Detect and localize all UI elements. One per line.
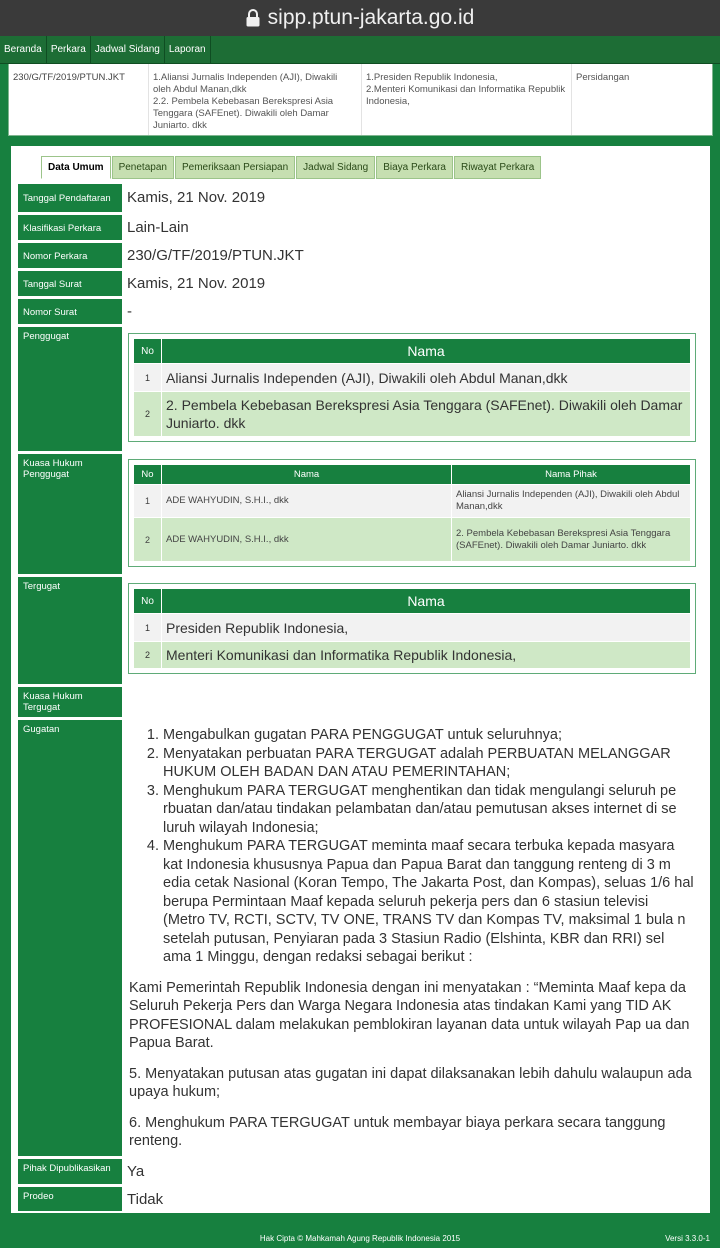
gugatan-paragraph: 6. Menghukum PARA TERGUGAT untuk membayar biaya perkara secara tanggung renteng. <box>129 1114 666 1149</box>
field-tanggal-surat <box>18 271 706 296</box>
detail-tabs <box>41 156 542 179</box>
summary-nomor: 230/G/TF/2019/PTUN.JKT <box>9 64 149 135</box>
case-summary-row <box>8 64 713 136</box>
gugatan-item: 3. Menghukum PARA TERGUGAT menghentikan dan tidak mengulangi seluruh pe rbuatan dan/atau tindakan pelambatan dan/atau pemutusan akses internet di se luruh wilayah Indonesia; <box>163 782 694 838</box>
column-header-nama-pihak: Nama Pihak <box>452 465 691 485</box>
field-value: Tidak <box>127 1191 164 1208</box>
summary-tergugat: 1.Presiden Republik Indonesia, 2.Menteri Komunikasi dan Informatika Republik Indonesia, <box>362 64 572 135</box>
table-row <box>134 485 691 518</box>
footer-version: Versi 3.3.0-1 <box>665 1234 710 1243</box>
url-text: sipp.ptun-jakarta.go.id <box>267 6 475 29</box>
nav-beranda[interactable]: Beranda <box>0 36 47 63</box>
field-label: Pihak Dipublikasikan <box>18 1159 122 1184</box>
field-label: Gugatan <box>18 720 122 1156</box>
nav-perkara[interactable]: Perkara <box>47 36 91 63</box>
case-detail-panel <box>8 143 713 1216</box>
top-nav <box>0 36 720 64</box>
gugatan-item: 4. Menghukum PARA TERGUGAT meminta maaf secara terbuka kepada masyara kat Indonesia khususnya Papua dan Papua Barat dan tanggung renteng di 3 m edia cetak Nasional (Koran Tempo, The Jakarta Post, dan Kompas), seluas 1/6 hal berupa Permintaan Maaf kepada seluruh pekerja pers dan 6 stasiun televisi (Metro TV, RCTI, SCTV, TV ONE, TRANS TV dan Kompas TV, maksimal 1 bula n setelah putusan, Penyiaran pada 3 Stasiun Radio (Elshinta, KBR dan RRI) sel ama 1 Minggu, dengan redaksi sebagai berikut : <box>163 837 694 967</box>
table-row <box>134 392 691 437</box>
field-pihak-dipublikasikan <box>18 1159 706 1184</box>
field-value: Kamis, 21 Nov. 2019 <box>127 189 266 206</box>
field-label: Tanggal Pendaftaran <box>18 184 122 212</box>
field-label: Kuasa Hukum Tergugat <box>18 687 122 717</box>
field-klasifikasi <box>18 215 706 240</box>
row-no: 1 <box>134 485 162 518</box>
table-row <box>134 364 691 392</box>
column-header-no: No <box>134 339 162 364</box>
field-tanggal-pendaftaran <box>18 184 706 212</box>
kuasa-hukum-table <box>128 459 696 567</box>
browser-url-bar[interactable] <box>0 0 720 36</box>
footer-copyright: Hak Cipta © Mahkamah Agung Republik Indonesia 2015 <box>259 1234 461 1243</box>
gugatan-paragraph: Kami Pemerintah Republik Indonesia dengan ini menyatakan : “Meminta Maaf kepa da Seluruh Pekerja Pers dan Warga Negara Indonesia atas tindakan Kami yang TID AK PROFESIONAL dalam melakukan pemblokiran layanan data untuk wilayah Pap ua dan Papua Barat. <box>129 979 690 1051</box>
row-nama: ADE WAHYUDIN, S.H.I., dkk <box>162 485 452 518</box>
field-kuasa-hukum-tergugat <box>18 687 706 717</box>
row-nama-pihak: Aliansi Jurnalis Independen (AJI), Diwakili oleh Abdul Manan,dkk <box>452 485 691 518</box>
tab-data-umum[interactable]: Data Umum <box>41 156 111 179</box>
field-label: Tanggal Surat <box>18 271 122 296</box>
field-value: 230/G/TF/2019/PTUN.JKT <box>127 247 304 264</box>
tergugat-table <box>128 583 696 674</box>
field-value: Ya <box>127 1163 145 1180</box>
field-value: - <box>127 303 132 320</box>
column-header-nama: Nama <box>162 465 452 485</box>
column-header-no: No <box>134 589 162 614</box>
gugatan-item: 1. Mengabulkan gugatan PARA PENGGUGAT untuk seluruhnya; <box>163 726 694 745</box>
gugatan-text <box>129 720 694 1151</box>
row-nama: Menteri Komunikasi dan Informatika Republik Indonesia, <box>162 642 691 669</box>
row-no: 1 <box>134 614 162 642</box>
column-header-nama: Nama <box>162 589 691 614</box>
row-no: 2 <box>134 642 162 669</box>
field-label: Prodeo <box>18 1187 122 1211</box>
gugatan-paragraph: 5. Menyatakan putusan atas gugatan ini dapat dilaksanakan lebih dahulu walaupun ada upaya hukum; <box>129 1065 692 1100</box>
footer <box>0 1229 720 1248</box>
field-label: Klasifikasi Perkara <box>18 215 122 240</box>
row-nama-pihak: 2. Pembela Kebebasan Berekspresi Asia Tenggara (SAFEnet). Diwakili oleh Damar Juniarto. dkk <box>452 518 691 562</box>
nav-laporan[interactable]: Laporan <box>165 36 211 63</box>
column-header-no: No <box>134 465 162 485</box>
row-nama: Presiden Republik Indonesia, <box>162 614 691 642</box>
field-value: Lain-Lain <box>127 219 189 236</box>
field-value: Kamis, 21 Nov. 2019 <box>127 275 266 292</box>
tab-pemeriksaan-persiapan[interactable]: Pemeriksaan Persiapan <box>175 156 295 179</box>
tab-biaya-perkara[interactable]: Biaya Perkara <box>376 156 453 179</box>
field-label: Penggugat <box>18 327 122 451</box>
row-no: 2 <box>134 392 162 437</box>
row-nama: 2. Pembela Kebebasan Berekspresi Asia Tenggara (SAFEnet). Diwakili oleh Damar Juniarto. dkk <box>162 392 691 437</box>
tab-penetapan[interactable]: Penetapan <box>112 156 174 179</box>
table-row <box>134 642 691 669</box>
tab-riwayat-perkara[interactable]: Riwayat Perkara <box>454 156 541 179</box>
row-nama: Aliansi Jurnalis Independen (AJI), Diwakili oleh Abdul Manan,dkk <box>162 364 691 392</box>
summary-penggugat: 1.Aliansi Jurnalis Independen (AJI), Diwakili oleh Abdul Manan,dkk 2.2. Pembela Kebebasan Berekspresi Asia Tenggara (SAFEnet). Diwakili oleh Damar Juniarto. dkk <box>149 64 362 135</box>
summary-status: Persidangan <box>576 72 630 83</box>
tab-jadwal-sidang[interactable]: Jadwal Sidang <box>296 156 375 179</box>
field-label: Tergugat <box>18 577 122 684</box>
field-nomor-surat <box>18 299 706 324</box>
table-row <box>134 614 691 642</box>
field-prodeo <box>18 1187 706 1211</box>
field-label: Nomor Surat <box>18 299 122 324</box>
nav-jadwal-sidang[interactable]: Jadwal Sidang <box>91 36 165 63</box>
row-nama: ADE WAHYUDIN, S.H.I., dkk <box>162 518 452 562</box>
lock-icon <box>246 9 260 27</box>
row-no: 1 <box>134 364 162 392</box>
row-no: 2 <box>134 518 162 562</box>
field-nomor-perkara <box>18 243 706 268</box>
gugatan-item: 2. Menyatakan perbuatan PARA TERGUGAT adalah PERBUATAN MELANGGAR HUKUM OLEH BADAN DAN ATAU PEMERINTAHAN; <box>163 745 694 782</box>
column-header-nama: Nama <box>162 339 691 364</box>
table-row <box>134 518 691 562</box>
field-label: Kuasa Hukum Penggugat <box>18 454 122 574</box>
field-label: Nomor Perkara <box>18 243 122 268</box>
penggugat-table <box>128 333 696 442</box>
